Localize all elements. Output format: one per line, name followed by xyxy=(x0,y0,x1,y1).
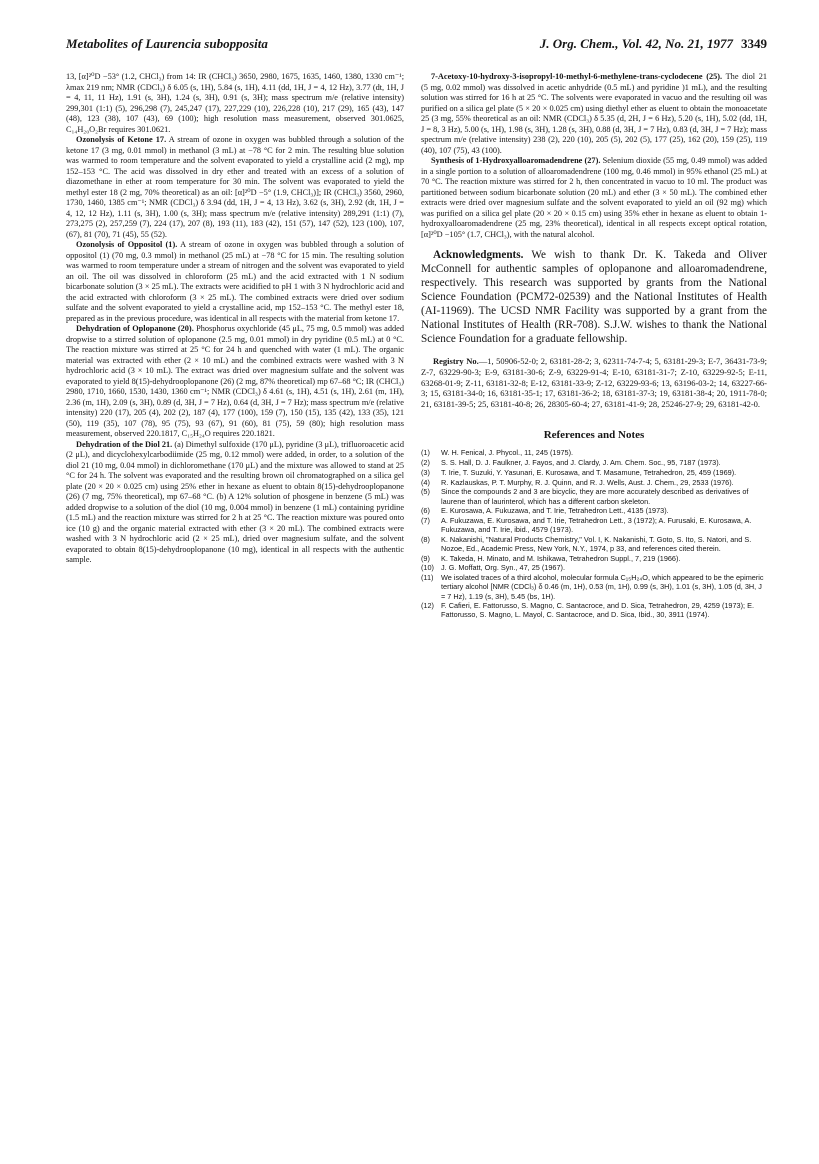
paragraph xyxy=(66,324,404,440)
reference-number: (11) xyxy=(421,573,434,583)
paragraph-heading: Ozonolysis of Ketone 17. xyxy=(76,135,167,144)
references-list xyxy=(421,448,767,619)
reference-number: (10) xyxy=(421,563,434,573)
paragraph-heading: 7-Acetoxy-10-hydroxy-3-isopropyl-10-methyl-6-methylene-trans-cyclodecene (25). xyxy=(431,72,723,81)
reference-text: A. Fukuzawa, E. Kurosawa, and T. Irie, Tetrahedron Lett., 3 (1972); A. Furusaki, E. Kurosawa, A. Fukuzawa, and T. Irie, ibid., 4579 (1973). xyxy=(441,515,752,535)
paragraph-text: 13, [α]²⁰D −53° (1.2, CHCl₃) from 14: IR (CHCl₃) 3650, 2980, 1675, 1635, 1460, 1380, 1330 cm⁻¹; λmax 219 nm; NMR (CDCl₃) δ 6.05 (s, 1H), 5.84 (s, 1H), 4.11 (dd, 1H, J = 4, 12 Hz), 3.77 (dt, 1H, J = 4, 11, 11 Hz), 1.91 (s, 3H), 1.24 (s, 3H), 0.91 (s, 3H); mass spectrum m/e (relative intensity) 299,301 (1:1) (5), 296,298 (7), 245,247 (17), 227,229 (10), 226,228 (10), 217 (29), 165 (43), 147 (48), 123 (38), 107 (43), 69 (100); high resolution mass measurement, observed 301.0625, C₁₄H₂₀O₂Br requires 301.0621. xyxy=(66,72,404,134)
references-title: References and Notes xyxy=(543,428,645,441)
reference-number: (7) xyxy=(421,515,430,525)
reference-number: (3) xyxy=(421,467,430,477)
acknowledgments-text: We wish to thank Dr. K. Takeda and Oliver McConnell for authentic samples of oplopanone and alloaromadendrene, respectively. This research was supported by grants from the National Science Foundation (PCM72-02539) and the National Institutes of Health (AI-11969). The UCSD NMR Facility was supported by a grant from the National Institutes of Health (RR-708). S.J.W. wishes to thank the National Science Foundation for a graduate fellowship. xyxy=(421,249,767,345)
reference-text: R. Kazlauskas, P. T. Murphy, R. J. Quinn, and R. J. Wells, Aust. J. Chem., 29, 2533 (1976). xyxy=(441,477,734,487)
paragraph-text: Phosphorus oxychloride (45 μL, 75 mg, 0.5 mmol) was added dropwise to a stirred solution of oplopanone (2.5 mg, 0.01 mmol) in dry pyridine (0.5 mL) at 0 °C. The reaction mixture was stirred at 25 °C for 24 h and quenched with water (1 mL). The organic material was extracted with ether (2 × 10 mL) and the combined extracts were washed with 3 N hydrochloric acid (3 × 10 mL). The extract was dried over magnesium sulfate and the solvent was evaporated to yield 8(15)-dehydrooplopanone (26) (2 mg, 87% theoretical) mp 67–68 °C; IR (CHCl₃) 2980, 1710, 1660, 1530, 1430, 1360 cm⁻¹; NMR (CDCl₃) δ 4.61 (s, 1H), 4.51 (s, 1H), 2.61 (m, 1H), 2.36 (m, 1H), 2.09 (s, 3H), 0.89 (d, 3H, J = 7 Hz), 0.64 (d, 3H, J = 7 Hz); mass spectrum m/e (relative intensity) 220 (17), 205 (4), 202 (2), 187 (4), 177 (100), 159 (7), 150 (15), 135 (42), 133 (35), 121 (50), 119 (35), 107 (78), 95 (75), 93 (67), 91 (60), 81 (75), 59 (80); high resolution mass measurement, observed 220.1817, C₁₅H₂₄O requires 220.1821. xyxy=(66,324,405,438)
reference-number: (4) xyxy=(421,477,430,487)
reference-text: K. Nakanishi, "Natural Products Chemistry," Vol. I, K. Nakanishi, T. Goto, S. Ito, S. Natori, and S. Nozoe, Ed., Academic Press, New York, N.Y., 1974, p 33, and references cited therein. xyxy=(441,534,752,554)
paragraph-text: A stream of ozone in oxygen was bubbled through a solution of oppositol (1) (70 mg, 0.3 mmol) in methanol (25 mL) at −78 °C for 15 min. The resulting solution was warmed to room temperature under a stream of nitrogen and the solvent was evaporated to yield an oil. The oil was dissolved in chloroform (25 mL) and the acid extracted with 1 N sodium bicarbonate solution (3 × 25 mL). The extracts were acidified to pH 1 with 3 N hydrochloric acid and the acid extracted with chloroform (3 × 25 mL). The combined extracts were dried over sodium sulfate and the solvent evaporated to yield a crystalline acid, mp 152–153 °C. The methyl ester 18, prepared as in the previous procedure, was identical in all respects with the material from ketone 17. xyxy=(66,240,404,323)
reference-text: J. G. Moffatt, Org. Syn., 47, 25 (1967). xyxy=(441,563,565,573)
registry-text: —1, 50906-52-0; 2, 63181-28-2; 3, 62311-74-7-4; 5, 63181-29-3; E-7, 36431-73-9; Z-7, 63229-90-3; E-9, 63181-30-6; Z-9, 63229-91-4; E-10, 63181-31-7; Z-10, 63229-92-5; E-11, 63268-01-9; Z-11, 63181-32-8; E-12, 63181-33-9; Z-12, 63229-93-6; 13, 63196-03-2; 14, 63227-66-3; 15, 63181-34-0; 16, 63181-35-1; 17, 63181-36-2; 18, 63181-37-3; 19, 63181-38-4; 20, 1911-78-0; 21, 63181-39-5; 25, 63181-40-8; 26, 28305-60-4; 27, 63181-41-9; 28, 25246-27-9; 29, 63181-42-0. xyxy=(421,356,767,410)
registry-heading: Registry No. xyxy=(433,356,479,366)
reference-item xyxy=(421,506,767,515)
acknowledgments-heading: Acknowledgments. xyxy=(433,249,524,261)
reference-item xyxy=(421,448,767,457)
page-number: 3349 xyxy=(741,36,767,51)
reference-item xyxy=(421,458,767,467)
paragraph-text: Selenium dioxide (55 mg, 0.49 mmol) was added in a single portion to a solution of alloaromadendrene (100 mg, 0.46 mmol) in 95% ethanol (25 mL) at 70 °C. The reaction mixture was stirred for 2 h, then concentrated in vacuo to 10 ml. The product was partitioned between sodium bicarbonate solution (20 mL) and ether (3 × 50 mL). The combined ether extracts were dried over magnesium sulfate and the solvent evaporated to yield an oil (92 mg) which was purified on a silica gel plate (20 × 20 × 0.15 cm) using 35% ether in hexane as eluent to obtain 1-hydroxyalloaromadendrene (25 mg, 23% theoretical), identical in all respects except optical rotation, [α]²⁰D −105° (1.7, CHCl₃), with the natural alcohol. xyxy=(421,156,767,239)
acknowledgments xyxy=(421,248,767,346)
right-column xyxy=(421,72,767,620)
reference-item xyxy=(421,573,767,601)
paragraph xyxy=(421,72,767,156)
journal-info: J. Org. Chem., Vol. 42, No. 21, 1977 xyxy=(539,36,733,51)
reference-item xyxy=(421,468,767,477)
reference-text: T. Irie, T. Suzuki, Y. Yasunari, E. Kurosawa, and T. Masamune, Tetrahedron, 25, 459 (1969). xyxy=(441,467,737,477)
left-column xyxy=(66,72,404,566)
reference-item xyxy=(421,563,767,572)
reference-item xyxy=(421,554,767,563)
reference-item xyxy=(421,478,767,487)
paragraph-text: A stream of ozone in oxygen was bubbled through a solution of the ketone 17 (3 mg, 0.01 mmol) in methanol (3 mL) at −78 °C for 2 min. The resulting blue solution was warmed to room temperature and the solvent evaporated to yield a crystalline acid (2 mg), mp 152–153 °C. The acid was dissolved in dry ether and treated with an excess of a solution of diazomethane in ether at room temperature for 30 min. The solvent was evaporated to yield the methyl ester 18 (2 mg, 70% theoretical) as an oil: [α]²⁰D −5° (1.9, CHCl₃)]; IR (CHCl₃) 3560, 2960, 1730, 1460, 1385 cm⁻¹; NMR (CDCl₃) δ 3.94 (dd, 1H, J = 4, 13 Hz), 3.62 (s, 3H), 2.92 (dt, 1H, J = 4, 12, 12 Hz), 1.11 (s, 3H), 1.00 (s, 3H); mass spectrum m/e (relative intensity) 289,291 (1:1) (7), 273,275 (2), 257,259 (7), 224 (17), 207 (8), 193 (11), 183 (42), 151 (57), 147 (52), 123 (100), 107, (67), 81 (70), 71 (45), 55 (52). xyxy=(66,135,404,239)
paragraph xyxy=(66,440,404,566)
paragraph xyxy=(66,240,404,324)
paragraph xyxy=(66,72,404,135)
reference-number: (8) xyxy=(421,534,430,544)
reference-number: (6) xyxy=(421,506,430,516)
paragraph xyxy=(66,135,404,240)
reference-number: (12) xyxy=(421,601,434,611)
reference-number: (9) xyxy=(421,553,430,563)
reference-text: F. Cafieri, E. Fattorusso, S. Magno, C. Santacroce, and D. Sica, Tetrahedron, 29, 4259 (1973); E. Fattorusso, S. Magno, L. Mayol, C. Santacroce, and D. Sica, Ibid., 30, 3911 (1974). xyxy=(441,601,754,620)
reference-text: S. S. Hall, D. J. Faulkner, J. Fayos, and J. Clardy, J. Am. Chem. Soc., 95, 7187 (1973). xyxy=(441,458,721,468)
reference-text: Since the compounds 2 and 3 are bicyclic, they are more accurately described as derivatives of laurene than of laurinterol, which has a different carbon skeleton. xyxy=(441,487,749,506)
reference-item xyxy=(421,601,767,619)
reference-number: (2) xyxy=(421,458,430,468)
reference-text: W. H. Fenical, J. Phycol., 11, 245 (1975). xyxy=(441,448,574,458)
reference-text: K. Takeda, H. Minato, and M. Ishikawa, Tetrahedron Suppl., 7, 219 (1966). xyxy=(441,553,681,563)
paragraph-text: (a) Dimethyl sulfoxide (170 μL), pyridine (3 μL), trifluoroacetic acid (2 μL), and dicyclohexylcarbodiimide (25 mg, 0.12 mmol) were added, in order, to a solution of the diol 21 (10 mg, 0.04 mmol) in dichloromethane (170 μL) and the mixture was allowed to stand at 25 °C for 24 h. The solvent was evaporated and the resulting brown oil chromatographed on a silica gel plate (20 × 20 × 0.025 cm) using 25% ether in hexane as eluent to obtain 8(15)-dehydrooplopanone (26) (7 mg, 75% theoretical), mp 67–68 °C. (b) A 12% solution of phosgene in benzene (5 mL) was added dropwise to a solution of the diol (10 mg, 0.004 mmol) in benzene (1 mL) containing pyridine (1.5 mL) and the reaction mixture was stirred for 2 h at 25 °C. The reaction mixture was poured onto ice (10 g) and the organic material extracted with ether (3 × 20 mL). The combined extracts were washed with 3 N hydrochloric acid (2 × 25 mL), dried over magnesium sulfate, and the solvent evaporated to obtain 8(15)-dehydrooplopanone (10 mg), identical in all respects with the authentic sample. xyxy=(66,439,404,564)
running-title: Metabolites of Laurencia subopposita xyxy=(66,36,268,51)
paragraph-text: The diol 21 (5 mg, 0.02 mmol) was dissolved in acetic anhydride (0.5 mL) and pyridine )1 mL), and the resulting solution was stirred for 16 h at 25 °C. The solvents were evaporated in vacuo and the resulting oil was purified on a silica gel plate (5 × 20 × 0.025 cm) using diethyl ether as eluent to obtain the monoacetate 25 (3 mg, 55% theoretical as an oil: NMR (CDCl₃) δ 5.35 (d, 2H, J = 6 Hz), 5.20 (s, 1H), 5.02 (dd, 1H, J = 8, 3 Hz), 5.00 (s, 1H), 1.98 (s, 3H), 1.28 (s, 3H), 0.88 (d, 3H, J = 7 Hz), 0.83 (d, 3H, J = 7 Hz); mass spectrum m/e (relative intensity) 238 (2), 220 (10), 205 (5), 202 (5), 177 (25), 162 (20), 159 (25), 119 (40), 107 (75), 43 (100). xyxy=(421,72,767,155)
paragraph-heading: Dehydration of the Diol 21. xyxy=(76,439,173,449)
paragraph-heading: Ozonolysis of Oppositol (1). xyxy=(76,240,178,249)
reference-item xyxy=(421,516,767,534)
reference-number: (1) xyxy=(421,448,430,458)
journal-citation xyxy=(540,36,767,52)
paragraph xyxy=(421,156,767,240)
registry-numbers xyxy=(421,356,767,410)
reference-text: We isolated traces of a third alcohol, molecular formula C₁₅H₂₄O, which appeared to be the epimeric tertiary alcohol [NMR (CDCl₃) δ 0.46 (m, 1H), 0.53 (m, 1H), 0.99 (s, 3H), 1.01 (s, 3H), 1.05 (d, 3H, J = 7 Hz), 1.19 (s, 3H), 5.45 (bs, 1H). xyxy=(441,573,764,601)
reference-item xyxy=(421,535,767,553)
paragraph-heading: Synthesis of 1-Hydroxyalloaromadendrene (27). xyxy=(431,156,601,165)
paragraph-heading: Dehydration of Oplopanone (20). xyxy=(76,324,194,333)
reference-number: (5) xyxy=(421,487,430,497)
reference-item xyxy=(421,487,767,505)
reference-text: E. Kurosawa, A. Fukuzawa, and T. Irie, Tetrahedron Lett., 4135 (1973). xyxy=(441,506,669,516)
